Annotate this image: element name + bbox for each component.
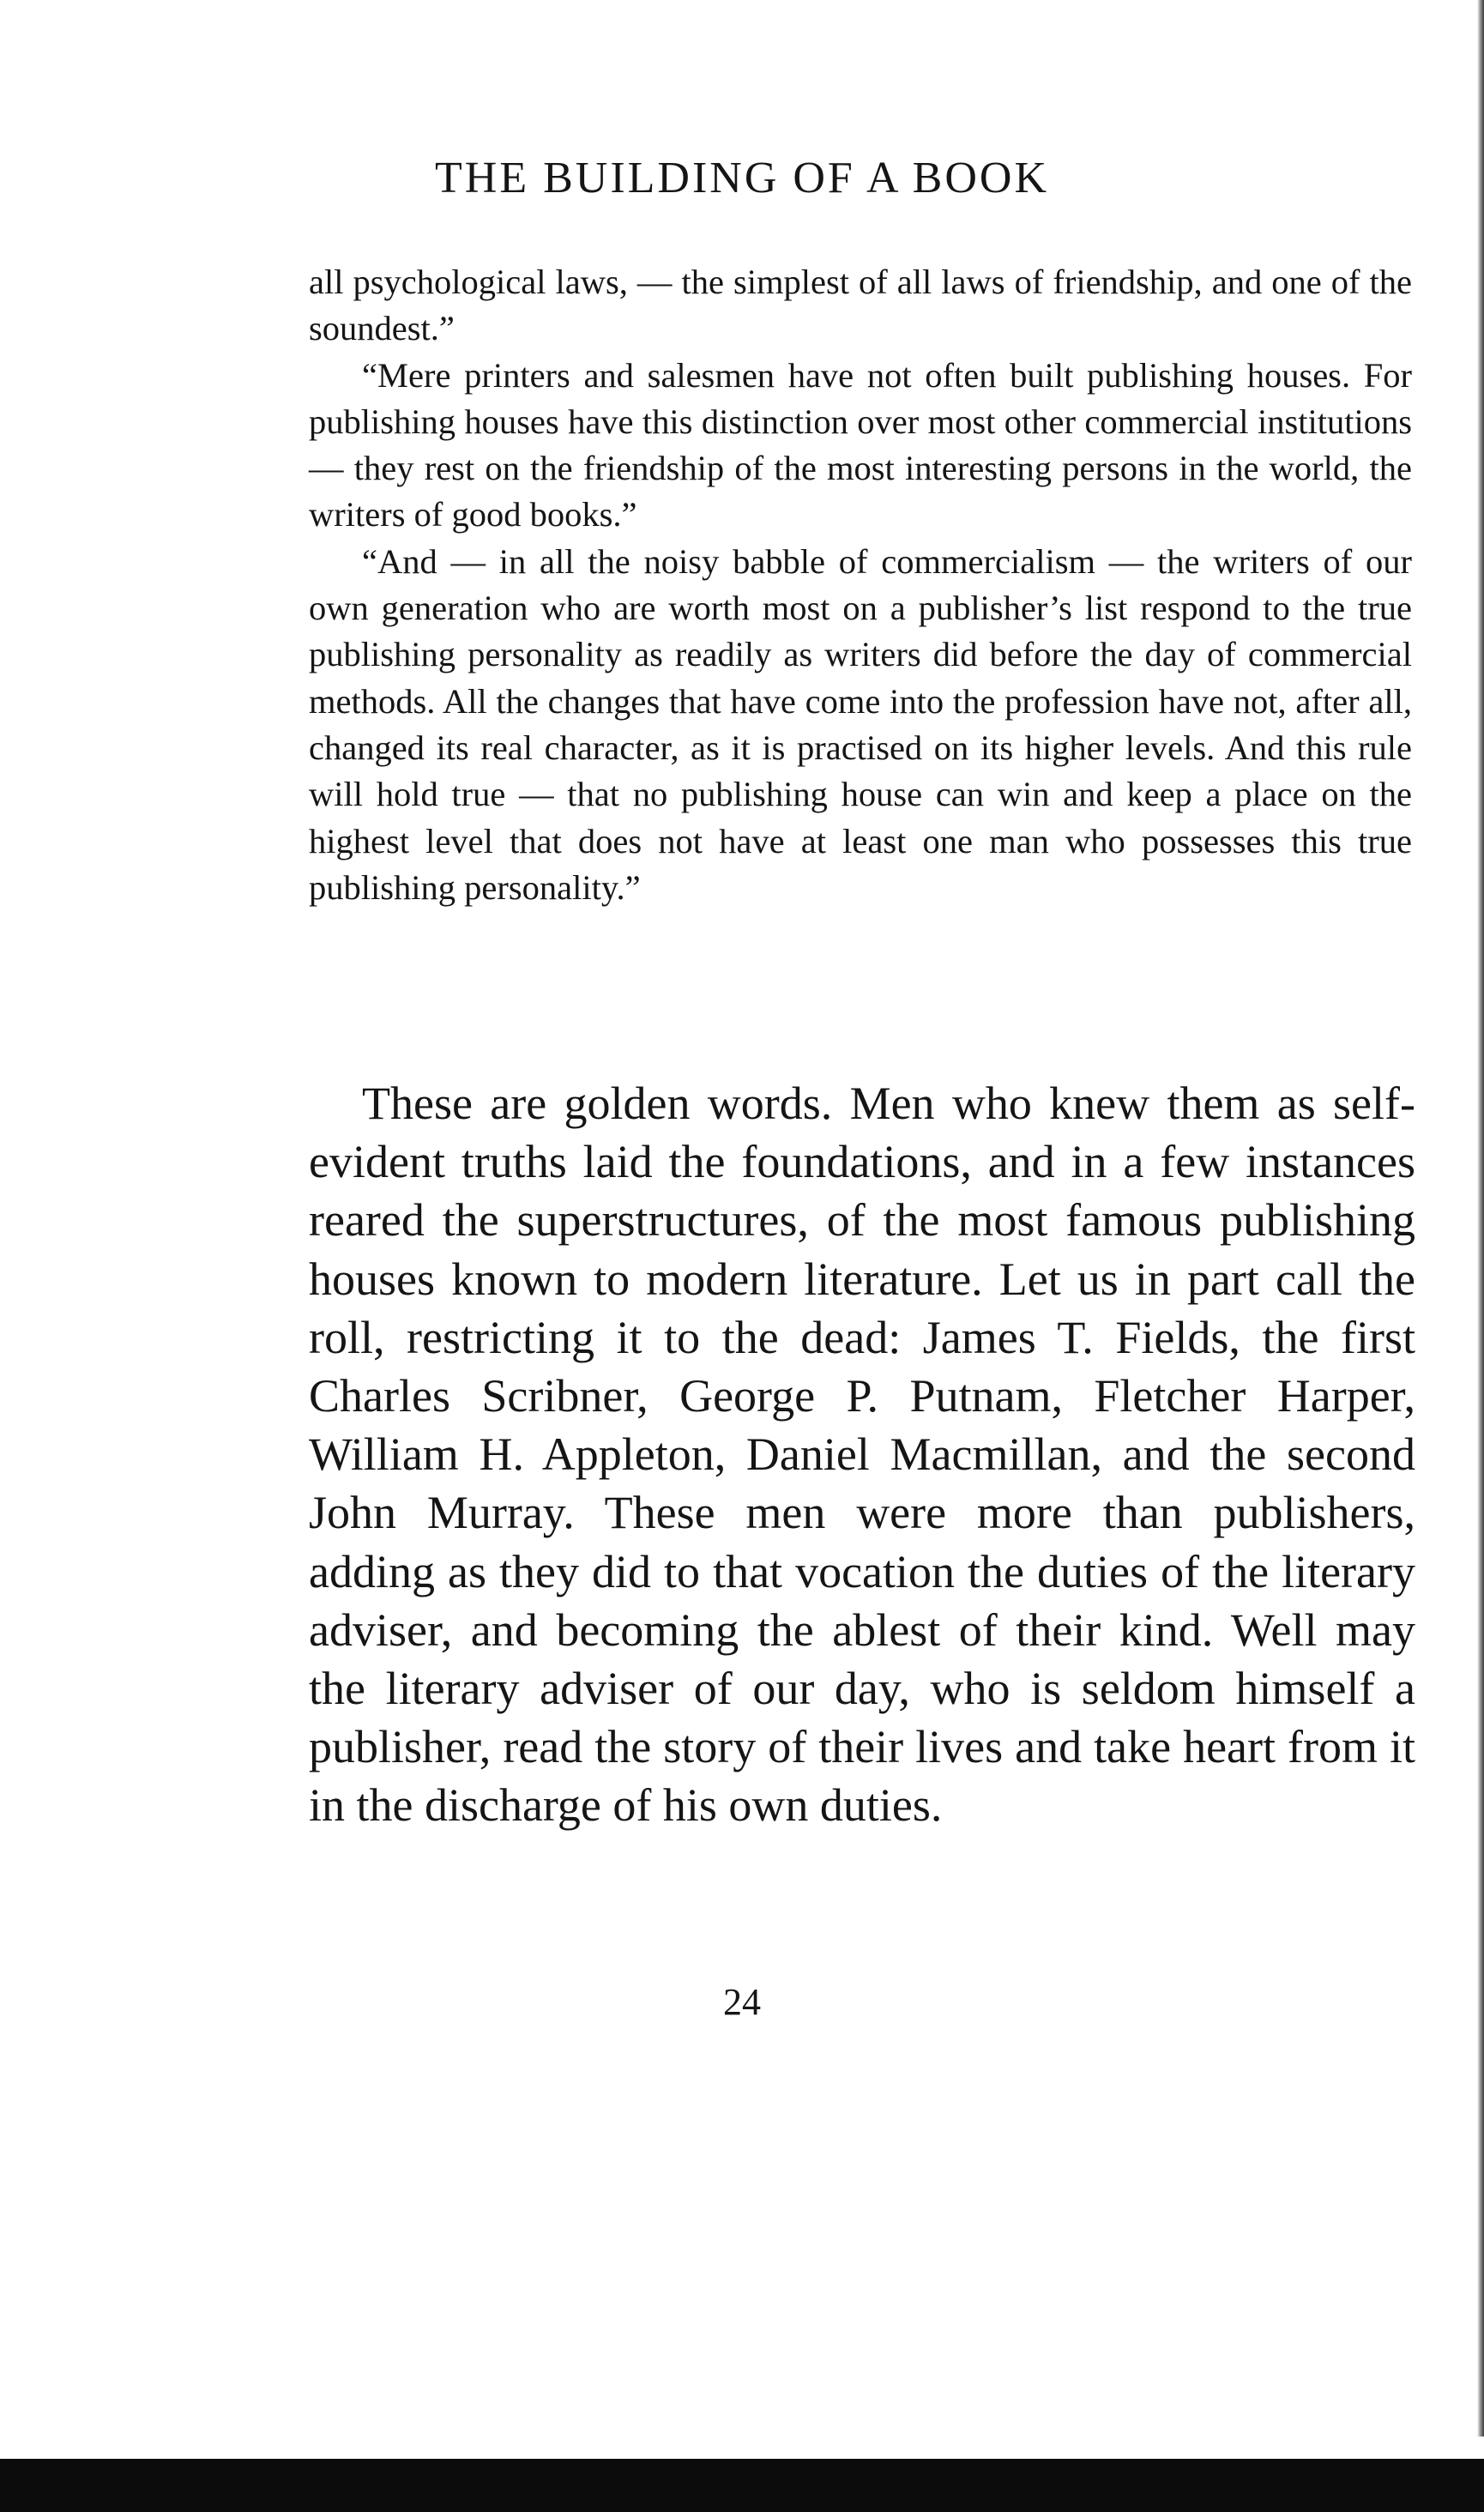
- page-number: 24: [723, 1981, 761, 2023]
- binding-edge: [1477, 0, 1484, 2437]
- body-text: [309, 1074, 1415, 1835]
- scan-bottom-band: [0, 2459, 1484, 2512]
- quote-paragraph: “And — in all the noisy babble of commercialism — the writers of our own generation who are worth most on a publisher’s list respond to the true publishing personality as readily as writers did before the day of commercial methods. All the changes that have come into the profession have not, after all, changed its real character, as it is practised on its higher levels. And this rule will hold true — that no publishing house can win and keep a place on the highest level that does not have at least one man who possesses this true publishing personality.”: [309, 541, 1412, 907]
- quote-paragraph: “Mere printers and salesmen have not often built publishing houses. For publishing houses have this distinction over most other commercial institutions — they rest on the friendship of the most interesting persons in the world, the writers of good books.”: [309, 355, 1412, 534]
- quoted-passage: [309, 259, 1412, 911]
- quote-paragraph: all psychological laws, — the simplest of all laws of friendship, and one of the soundest.”: [309, 263, 1412, 348]
- body-paragraph: These are golden words. Men who knew them as self-evident truths laid the foundations, and in a few instances reared the superstructures, of the most famous publishing houses known to modern literature. Let us in part call the roll, restricting it to the dead: James T. Fields, the first Charles Scribner, George P. Putnam, Fletcher Harper, William H. Appleton, Daniel Macmillan, and the second John Murray. These men were more than publishers, adding as they did to that vocation the duties of the literary adviser, and becoming the ablest of their kind. Well may the literary adviser of our day, who is seldom himself a publisher, read the story of their lives and take heart from it in the discharge of his own duties.: [309, 1078, 1415, 1832]
- running-head: THE BUILDING OF A BOOK: [435, 154, 1049, 202]
